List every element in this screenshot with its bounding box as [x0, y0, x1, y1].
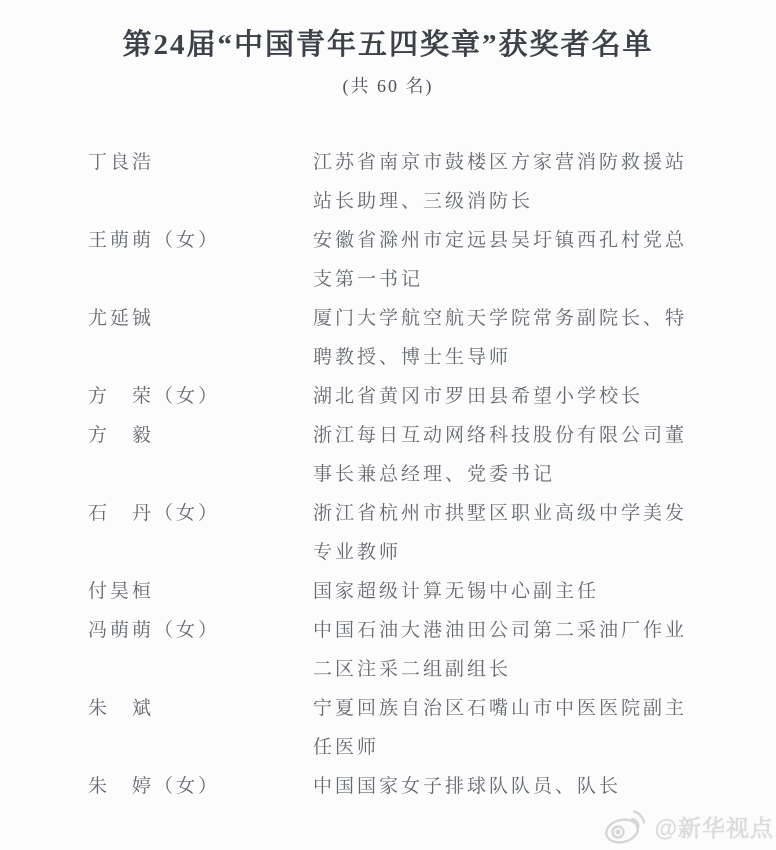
- award-entry: [88, 689, 776, 767]
- weibo-icon: [603, 806, 649, 846]
- award-entry: [88, 416, 776, 494]
- award-entry: [88, 299, 776, 377]
- awardee-name: 朱 婷（女）: [88, 776, 221, 797]
- awardee-name: 尤延铖: [88, 308, 155, 329]
- award-entry: [88, 767, 776, 806]
- awardee-name: 方 毅: [88, 425, 155, 446]
- awardee-description: 国家超级计算无锡中心副主任: [313, 581, 600, 602]
- awardee-name: 方 荣（女）: [88, 386, 221, 407]
- awardee-description: 安徽省滁州市定远县吴圩镇西孔村党总支第一书记: [313, 230, 688, 290]
- awardee-name: 石 丹（女）: [88, 503, 221, 524]
- awardee-description: 浙江每日互动网络科技股份有限公司董事长兼总经理、党委书记: [313, 425, 688, 485]
- award-entry: [88, 494, 776, 572]
- award-list: [88, 143, 776, 806]
- document-page: [0, 25, 776, 850]
- awardee-name: 王萌萌（女）: [88, 230, 221, 251]
- page-subtitle: (共 60 名): [342, 76, 434, 96]
- award-entry: [88, 572, 776, 611]
- awardee-name: 朱 斌: [88, 698, 155, 719]
- awardee-description: 厦门大学航空航天学院常务副院长、特聘教授、博士生导师: [313, 308, 688, 368]
- award-entry: [88, 377, 776, 416]
- award-entry: [88, 611, 776, 689]
- awardee-description: 江苏省南京市鼓楼区方家营消防救援站站长助理、三级消防长: [313, 152, 688, 212]
- awardee-name: 付昊桓: [88, 581, 155, 602]
- page-title: 第24届“中国青年五四奖章”获奖者名单: [122, 29, 654, 61]
- award-entry: [88, 221, 776, 299]
- award-entry: [88, 143, 776, 221]
- awardee-name: 丁良浩: [88, 152, 155, 173]
- awardee-name: 冯萌萌（女）: [88, 620, 221, 641]
- awardee-description: 中国石油大港油田公司第二采油厂作业二区注采二组副组长: [313, 620, 688, 680]
- awardee-description: 浙江省杭州市拱墅区职业高级中学美发专业教师: [313, 503, 688, 563]
- awardee-description: 宁夏回族自治区石嘴山市中医医院副主任医师: [313, 698, 688, 758]
- watermark: [603, 806, 774, 846]
- watermark-handle: @新华视点: [654, 814, 774, 841]
- awardee-description: 湖北省黄冈市罗田县希望小学校长: [313, 386, 644, 407]
- awardee-description: 中国国家女子排球队队员、队长: [313, 776, 622, 797]
